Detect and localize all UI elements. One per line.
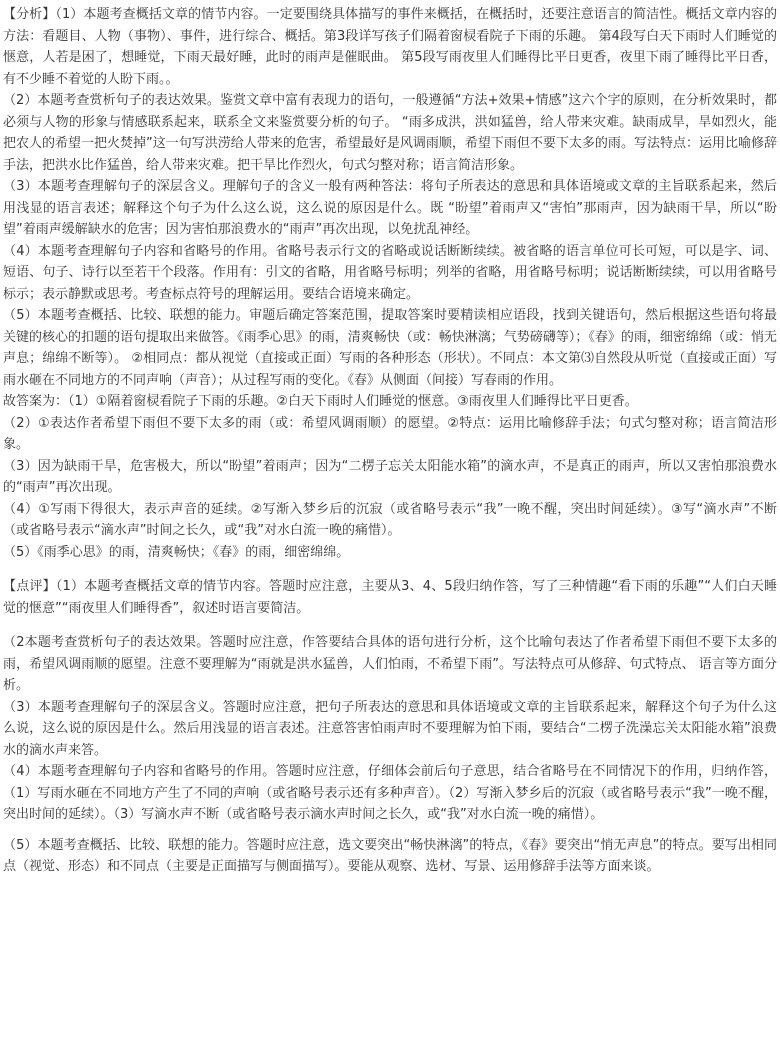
comment-paragraph-4: （4）本题考查理解句子内容和省略号的作用。答题时应注意，仔细体会前后句子意思，结合省略号在不同情况下的作用，归纳作答，（1）写雨水砸在不同地方产生了不同的声响（或省略号表示还有多种声音）。（2）写渐入梦乡后的沉寂（或省略号表示“我”一晚不醒，突出时间的延续）。（3）写滴水声不断（或省略号表示滴水声时间之长久，或“我”对水白流一晚的痛惜）。 bbox=[3, 764, 777, 822]
answer-line-1: 故答案为：（1）①隔着窗棂看院子下雨的乐趣。②白天下雨时人们睡觉的惬意。③雨夜里人们睡得比平日更香。 bbox=[3, 394, 638, 409]
comment-paragraph-3: （3）本题考查理解句子的深层含义。答题时应注意，把句子所表达的意思和具体语境或文章的主旨联系起来，解释这个句子为什么这么说，这么说的原因是什么。然后用浅显的语言表述。注意答害怕雨声时不要理解为怕下雨，要结合“二楞子洗澡忘关太阳能水箱”浪费水的滴水声来答。 bbox=[3, 699, 777, 758]
section-gap bbox=[3, 619, 777, 632]
answer-line-2: （2）①表达作者希望下雨但不要下太多的雨（或：希望风调雨顺）的愿望。②特点：运用比喻修辞手法；句式匀整对称；语言简洁形象。 bbox=[3, 415, 777, 452]
analysis-paragraph-1: 【分析】（1）本题考查概括文章的情节内容。一定要围绕具体描写的事件来概括，在概括时，还要注意语言的简洁性。概括文章内容的方法：看题目、人物（事物）、事件，进行综合、概括。第3段详写孩子们隔着窗棂看院子下雨的乐趣。 第4段写白天下雨时人们睡觉的惬意，人若是困了，想睡觉，下雨天最好睡，此时的雨声是催眠曲。 第5段写雨夜里人们睡得比平日更香，夜里下雨了睡得比平日香，有不少睡不着觉的人盼下雨。。 bbox=[3, 7, 777, 87]
analysis-paragraph-2: （2）本题考查赏析句子的表达效果。鉴赏文章中富有表现力的语句，一般遵循“方法+效果+情感”这六个字的原则，在分析效果时，都必须与人物的形象与情感联系起来，联系全文来鉴赏要分析的句子。 “雨多成洪，洪如猛兽，给人带来灾难。缺雨成旱，旱如烈火，能把农人的希望一把火焚掉”这一句写洪涝给人带来的危害，希望最好是风调雨顺，希望下雨但不要下太多的雨。写法特点：运用比喻修辞手法，把洪水比作猛兽，给人带来灾难。把干旱比作烈火，句式匀整对称；语言简洁形象。 bbox=[3, 93, 777, 173]
answer-line-5: （5）《雨季心思》的雨，清爽畅快；《春》的雨，细密绵绵。 bbox=[3, 544, 350, 560]
analysis-paragraph-5: （5）本题考查概括、比较、联想的能力。审题后确定答案范围，提取答案时要精读相应语段，找到关键语句，然后根据这些语句将最关键的核心的扣题的语句提取出来做答。《雨季心思》的雨，清爽畅快（或：畅快淋漓；气势磅礴等）；《春》的雨，细密绵绵（或：悄无声息；绵绵不断等）。 ②相同点：都从视觉（直接或正面）写雨的各种形态（形状）。不同点：本文第⑶自然段从听觉（直接或正面）写雨水砸在不同地方的不同声响（声音）；从过程写雨的变化。《春》从侧面（间接）写春雨的作用。 bbox=[3, 308, 777, 388]
section-gap bbox=[3, 826, 777, 835]
answer-line-3: （3）因为缺雨干旱，危害极大，所以“盼望”着雨声；因为“二楞子忘关太阳能水箱”的滴水声，不是真正的雨声，所以又害怕那浪费水的“雨声”再次出现。 bbox=[3, 458, 777, 495]
analysis-paragraph-4: （4）本题考查理解句子内容和省略号的作用。省略号表示行文的省略或说话断断续续。被省略的语言单位可长可短，可以是字、词、短语、句子、诗行以至若干个段落。作用有：引文的省略，用省略号标明；列举的省略，用省略号标明；说话断断续续，可以用省略号标示；表示静默或思考。考查标点符号的理解运用。要结合语境来确定。 bbox=[3, 243, 777, 302]
section-gap bbox=[3, 563, 777, 576]
answer-line-4: （4）①写雨下得很大，表示声音的延续。②写渐入梦乡后的沉寂（或省略号表示“我”一晚不醒，突出时间延续）。③写“滴水声”不断（或省略号表示“滴水声”时间之长久，或“我”对水白流一晚的痛惜）。 bbox=[3, 501, 777, 538]
analysis-paragraph-3: （3）本题考查理解句子的深层含义。理解句子的含义一般有两种答法：将句子所表达的意思和具体语境或文章的主旨联系起来，然后用浅显的语言表述；解释这个句子为什么这么说，这么说的原因是什么。既 “盼望”着雨声又“害怕”那雨声，因为缺雨干旱，所以“盼望”着雨声缓解缺水的危害；因为害怕那浪费水的“雨声”再次出现，以免扰乱神经。 bbox=[3, 179, 777, 237]
comment-paragraph-5: （5）本题考查概括、比较、联想的能力。答题时应注意，选文要突出“畅快淋漓”的特点，《春》要突出“悄无声息”的特点。要写出相同点（视觉、形态）和不同点（主要是正面描写与侧面描写）。要能从观察、选材、写景、运用修辞手法等方面来谈。 bbox=[3, 837, 777, 874]
comment-paragraph-1: 【点评】（1）本题考查概括文章的情节内容。答题时应注意，主要从3、4、5段归纳作答，写了三种情趣“看下雨的乐趣”“人们白天睡觉的惬意”“雨夜里人们睡得香”，叙述时语言要简洁。 bbox=[3, 579, 777, 616]
comment-paragraph-2: （2本题考查赏析句子的表达效果。答题时应注意，作答要结合具体的语句进行分析，这个比喻句表达了作者希望下雨但不要下太多的雨，希望风调雨顺的愿望。注意不要理解为“雨就是洪水猛兽，人们怕雨，不希望下雨”。写法特点可从修辞、句式特点、 语言等方面分析。 bbox=[3, 635, 777, 693]
